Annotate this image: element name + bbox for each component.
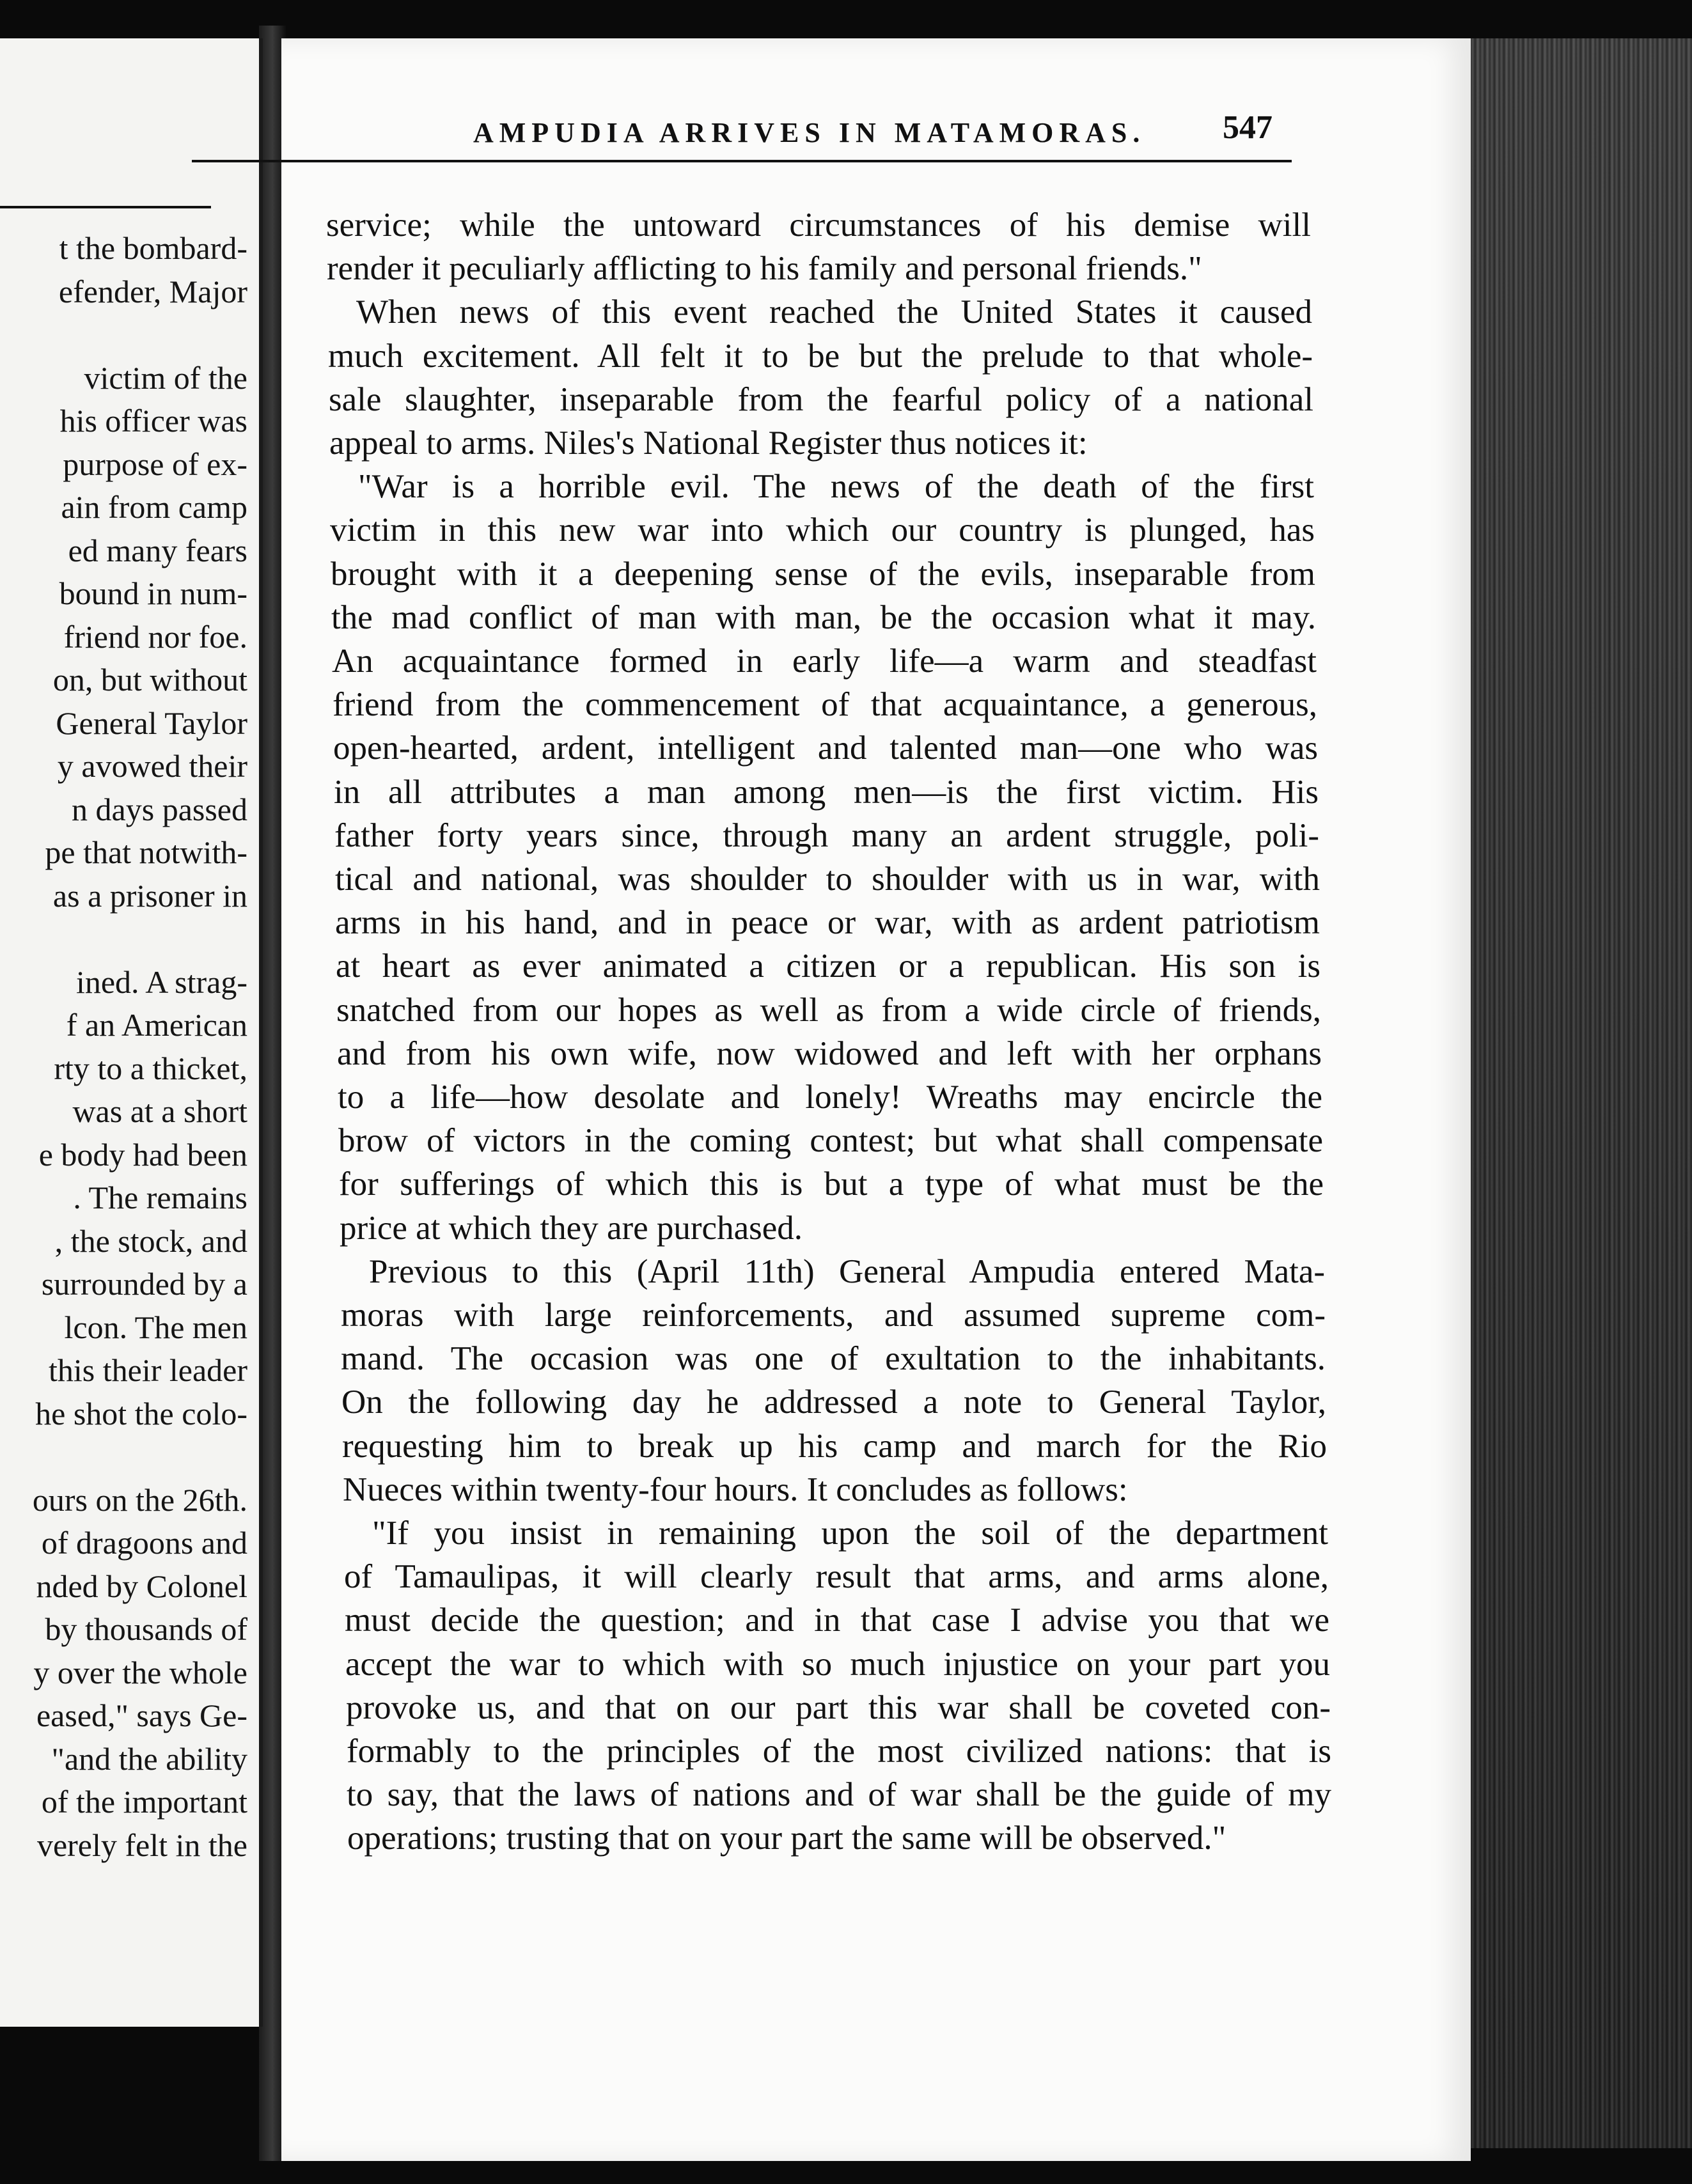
left-page-line: his officer was: [59, 403, 247, 439]
body-line: An acquaintance formed in early life—a warm and steadfast: [332, 643, 1317, 680]
body-line: victim in this new war into which our country is plunged, has: [330, 511, 1315, 549]
left-page-line: t the bombard-: [59, 230, 247, 266]
body-line: tical and national, was shoulder to shoulder with us in war, with: [335, 861, 1320, 898]
body-line: in all attributes a man among men—is the first victim. His: [334, 773, 1319, 811]
left-page-line: eased," says Ge-: [36, 1697, 247, 1733]
left-page-line: ed many fears: [68, 532, 247, 568]
left-page-line: as a prisoner in: [52, 877, 247, 914]
body-line: to a life—how desolate and lonely! Wreaths may encircle the: [338, 1079, 1322, 1116]
body-line: must decide the question; and in that case I advise you that we: [345, 1602, 1329, 1639]
body-line: operations; trusting that on your part the same will be observed.": [347, 1820, 1226, 1857]
left-page-rule: [0, 206, 211, 208]
body-line: price at which they are purchased.: [340, 1209, 803, 1247]
body-line: and from his own wife, now widowed and left with her orphans: [337, 1034, 1322, 1072]
body-line: arms in his hand, and in peace or war, with as ardent patriotism: [335, 904, 1320, 942]
running-head: [192, 109, 1292, 162]
left-page-line: ain from camp: [61, 489, 247, 525]
left-page-line: , the stock, and: [54, 1222, 247, 1259]
left-page-line: friend nor foe.: [63, 618, 247, 655]
body-line: friend from the commencement of that acquaintance, a generous,: [333, 686, 1317, 724]
body-line: at heart as ever animated a citizen or a republican. His son is: [336, 948, 1320, 985]
body-line: mand. The occasion was one of exultation to the inhabitants.: [341, 1340, 1326, 1378]
left-page-line: pe that notwith-: [45, 834, 247, 870]
left-page-line: was at a short: [72, 1093, 247, 1129]
body-line: Previous to this (April 11th) General Ampudia entered Mata-: [369, 1252, 1325, 1290]
body-line: "If you insist in remaining upon the soil of the department: [372, 1515, 1328, 1552]
left-page-line: lcon. The men: [64, 1309, 247, 1345]
left-page-line: . The remains: [73, 1180, 247, 1215]
body-line: brought with it a deepening sense of the evils, inseparable from: [331, 555, 1315, 593]
left-page-line: bound in num-: [59, 575, 247, 611]
body-line: appeal to arms. Niles's National Register thus notices it:: [329, 425, 1088, 462]
body-line: the mad conflict of man with man, be the occasion what it may.: [331, 598, 1316, 636]
body-line: moras with large reinforcements, and assumed supreme com-: [341, 1297, 1326, 1334]
body-line: of Tamaulipas, it will clearly result that arms, and arms alone,: [344, 1558, 1329, 1596]
body-line: for sufferings of which this is but a type of what must be the: [339, 1166, 1324, 1203]
left-page-line: n days passed: [72, 791, 247, 827]
left-page-line: f an American: [66, 1007, 247, 1043]
left-page-line: efender, Major: [58, 273, 247, 309]
left-page-line: e body had been: [38, 1136, 247, 1173]
running-title: AMPUDIA ARRIVES IN MATAMORAS.: [473, 117, 1146, 148]
body-line: to say, that the laws of nations and of war shall be the guide of my: [347, 1776, 1331, 1814]
body-line: render it peculiarly afflicting to his family and personal friends.": [327, 250, 1202, 288]
left-page-line: nded by Colonel: [36, 1568, 247, 1604]
body-line: open-hearted, ardent, intelligent and talented man—one who was: [333, 729, 1318, 767]
page-number: 547: [1223, 109, 1273, 146]
left-page-line: y over the whole: [33, 1654, 247, 1690]
left-page-line: of the important: [41, 1784, 247, 1820]
left-page-line: verely felt in the: [36, 1827, 247, 1863]
left-page-line: "and the ability: [51, 1740, 247, 1777]
body-line: provoke us, and that on our part this war shall be coveted con-: [346, 1689, 1331, 1726]
body-line: sale slaughter, inseparable from the fearful policy of a national: [329, 380, 1313, 418]
left-page-line: on, but without: [52, 662, 247, 698]
body-line: accept the war to which with so much injustice on your part you: [345, 1645, 1330, 1683]
left-page-line: ined. A strag-: [75, 963, 247, 1000]
left-page-line: by thousands of: [45, 1611, 247, 1647]
body-line: brow of victors in the coming contest; but what shall compensate: [338, 1122, 1323, 1160]
page-edges: [1471, 38, 1692, 2148]
body-line: father forty years since, through many an ardent struggle, poli-: [334, 816, 1319, 854]
body-line: service; while the untoward circumstances of his demise will: [326, 207, 1311, 244]
left-page-line: this their leader: [49, 1352, 247, 1388]
left-page-line: y avowed their: [57, 748, 247, 784]
left-page-line: purpose of ex-: [63, 446, 247, 482]
body-line: snatched from our hopes as well as from a wide circle of friends,: [336, 991, 1321, 1029]
body-line: Nueces within twenty-four hours. It concludes as follows:: [343, 1470, 1128, 1508]
body-line: requesting him to break up his camp and march for the Rio: [342, 1427, 1327, 1465]
left-page-line: ours on the 26th.: [32, 1481, 247, 1518]
left-page-line: of dragoons and: [41, 1525, 247, 1561]
body-line: When news of this event reached the United States it caused: [356, 293, 1312, 331]
left-page-line: surrounded by a: [41, 1266, 247, 1302]
left-page-line: he shot the colo-: [35, 1395, 247, 1431]
left-page: [0, 38, 263, 2027]
body-line: On the following day he addressed a note to General Taylor,: [341, 1384, 1326, 1421]
left-page-line: rty to a thicket,: [54, 1050, 247, 1086]
body-line: formably to the principles of the most civilized nations: that is: [347, 1733, 1331, 1770]
body-line: "War is a horrible evil. The news of the death of the first: [358, 468, 1314, 506]
left-page-line: General Taylor: [56, 705, 247, 741]
body-line: much excitement. All felt it to be but the prelude to that whole-: [328, 337, 1313, 375]
left-page-line: victim of the: [84, 359, 247, 396]
